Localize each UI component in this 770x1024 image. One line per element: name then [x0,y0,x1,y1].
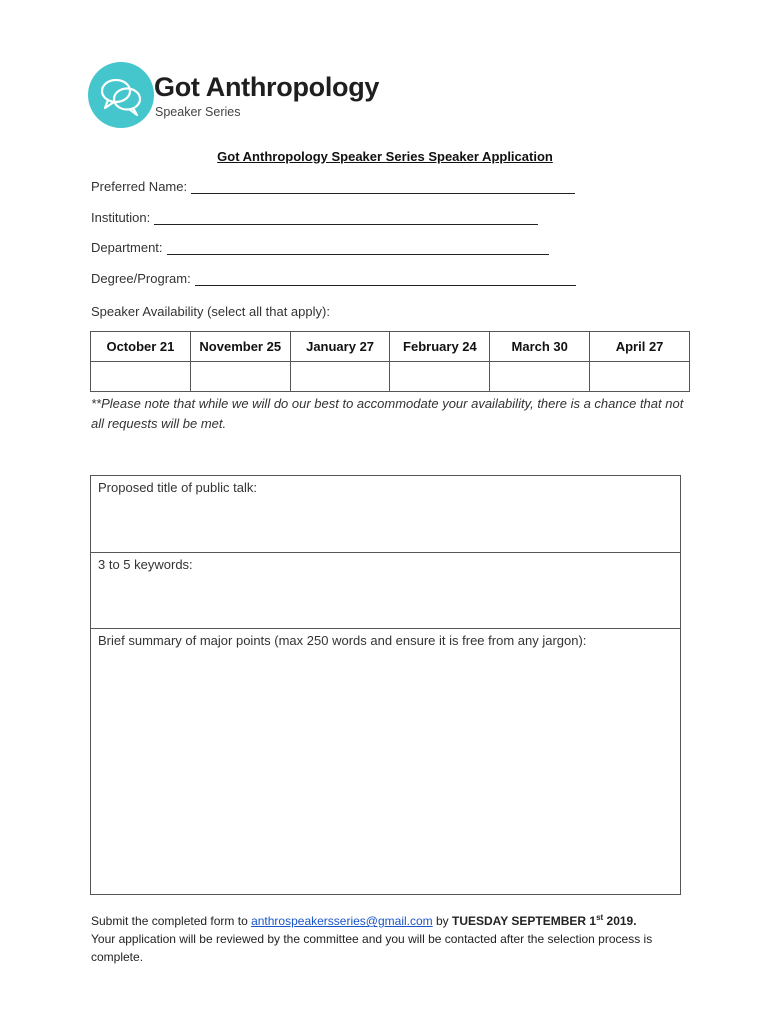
department-row [91,240,549,255]
document-title: Got Anthropology Speaker Series Speaker Application [217,149,553,164]
institution-field[interactable] [154,212,538,225]
degree-program-label: Degree/Program: [91,271,191,286]
submit-prefix: Submit the completed form to [91,914,252,928]
date-header: October 21 [91,332,191,362]
summary-label: Brief summary of major points (max 250 words and ensure it is free from any jargon): [98,633,587,648]
talk-title-input[interactable] [97,500,674,546]
availability-table [90,331,690,392]
review-text: Your application will be reviewed by the committee and you will be contacted after the selection process is complete. [91,932,653,964]
summary-input[interactable] [97,653,674,888]
department-field[interactable] [167,242,549,255]
preferred-name-label: Preferred Name: [91,179,188,194]
by-text: by [432,914,453,928]
degree-program-row [91,271,576,286]
availability-select-row [91,362,690,392]
email-link[interactable]: anthrospeakersseries@gmail.com [251,914,433,928]
logo [88,62,388,132]
date-header: November 25 [190,332,290,362]
date-header: February 24 [390,332,490,362]
talk-title-label: Proposed title of public talk: [98,480,257,495]
preferred-name-row [91,179,575,194]
logo-badge [88,62,154,128]
deadline-date: TUESDAY SEPTEMBER 1 [452,914,597,928]
availability-cell-february-24[interactable] [390,362,490,392]
deadline-ordinal: st [596,913,604,922]
keywords-section [91,553,680,629]
degree-program-field[interactable] [195,273,576,286]
availability-header-row [91,332,690,362]
deadline-year: 2019. [603,914,637,928]
date-header: March 30 [490,332,590,362]
talk-title-section [91,476,680,553]
logo-title: Got Anthropology [154,72,380,102]
availability-cell-october-21[interactable] [91,362,191,392]
submission-instructions [91,909,691,966]
logo-subtitle: Speaker Series [155,105,241,119]
department-label: Department: [91,240,163,255]
keywords-input[interactable] [97,577,674,622]
availability-cell-january-27[interactable] [290,362,390,392]
availability-cell-april-27[interactable] [590,362,690,392]
deadline [452,914,637,928]
preferred-name-field[interactable] [191,181,575,194]
availability-label: Speaker Availability (select all that apply): [91,304,330,319]
institution-row [91,210,538,225]
summary-section [91,629,680,894]
availability-cell-march-30[interactable] [490,362,590,392]
keywords-label: 3 to 5 keywords: [98,557,193,572]
date-header: January 27 [290,332,390,362]
date-header: April 27 [590,332,690,362]
institution-label: Institution: [91,210,151,225]
availability-note: **Please note that while we will do our best to accommodate your availability, there is a chance that not all requests will be met. [91,396,684,431]
speech-bubbles-icon [88,62,154,128]
proposal-box [90,475,681,895]
availability-cell-november-25[interactable] [190,362,290,392]
